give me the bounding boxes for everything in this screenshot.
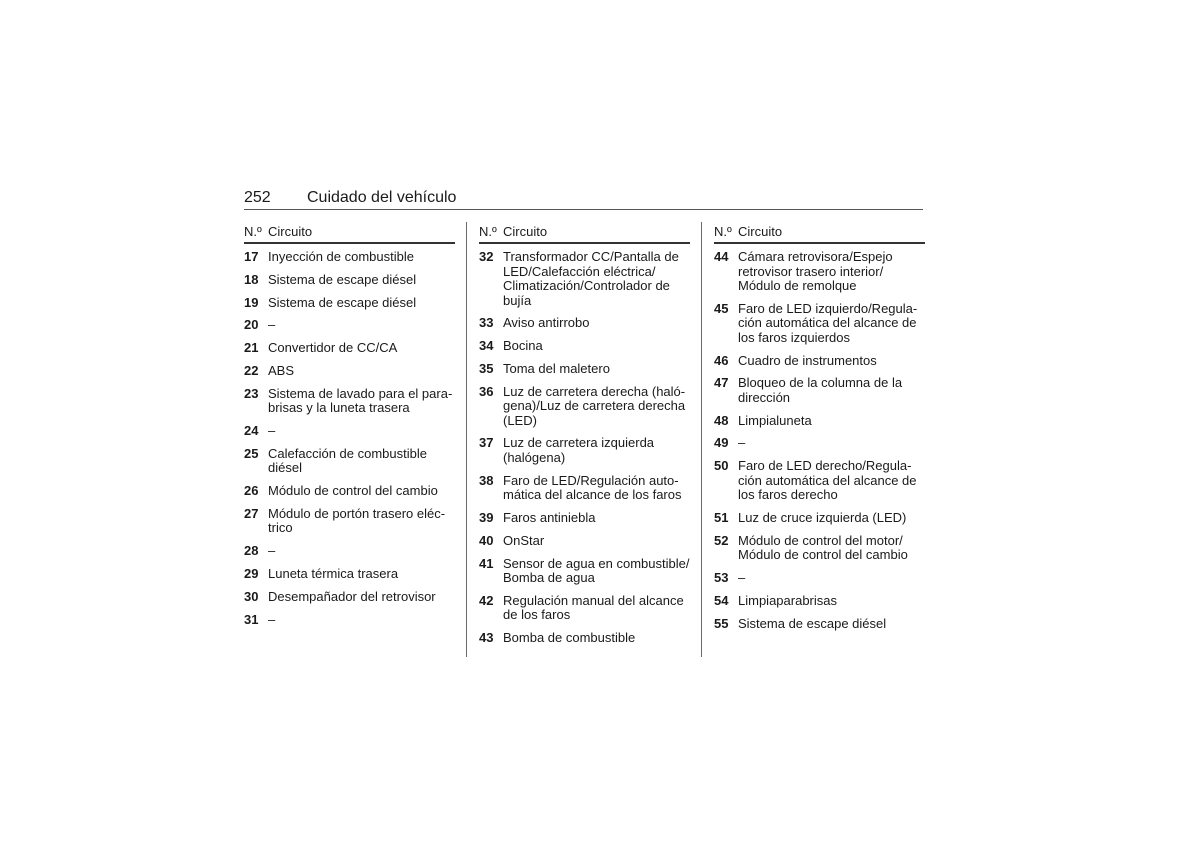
fuse-number: 46 (714, 352, 729, 368)
fuse-row (244, 250, 455, 265)
fuse-table-column-1 (244, 222, 455, 635)
circuit-description: Limpialuneta (738, 412, 812, 428)
fuse-number: 50 (714, 458, 729, 474)
fuse-number: 20 (244, 317, 259, 333)
circuit-description: Limpiaparabrisas (738, 592, 837, 608)
page-header (244, 189, 923, 210)
fuse-row (479, 594, 690, 623)
fuse-number: 55 (714, 615, 729, 631)
fuse-number: 22 (244, 362, 259, 378)
fuse-row (479, 474, 690, 503)
circuit-description: Sistema de escape diésel (738, 615, 887, 631)
fuse-row (714, 511, 925, 526)
circuit-description: – (268, 423, 276, 439)
circuit-description: Sensor de agua en combustible/ Bomba de agua (503, 555, 690, 586)
fuse-number: 18 (244, 271, 259, 287)
fuse-row (244, 507, 455, 536)
fuse-row (244, 613, 455, 628)
fuse-list (714, 244, 925, 631)
fuse-table-column-3 (714, 222, 925, 640)
fuse-number: 17 (244, 249, 259, 264)
fuse-row (714, 414, 925, 429)
fuse-row (479, 534, 690, 549)
fuse-row (244, 447, 455, 476)
fuse-row (479, 316, 690, 331)
circuit-description: Sistema de lavado para el parabrisas y la luneta trasera (268, 385, 453, 416)
fuse-row (244, 364, 455, 379)
fuse-number: 27 (244, 505, 259, 521)
fuse-number: 38 (479, 472, 494, 488)
fuse-number: 35 (479, 360, 494, 376)
fuse-row (479, 385, 690, 429)
fuse-number: 23 (244, 385, 259, 401)
circuit-description: Sistema de escape diésel (268, 271, 417, 287)
fuse-number: 28 (244, 543, 259, 559)
circuit-description: Convertidor de CC/CA (268, 340, 398, 356)
circuit-description: Aviso antirrobo (503, 315, 590, 331)
circuit-description: Toma del maletero (503, 360, 610, 376)
fuse-number: 48 (714, 412, 729, 428)
fuse-number: 24 (244, 423, 259, 439)
fuse-number: 41 (479, 555, 494, 571)
fuse-number: 52 (714, 532, 729, 548)
fuse-number: 21 (244, 340, 259, 356)
fuse-number: 25 (244, 445, 259, 461)
fuse-number: 34 (479, 338, 494, 354)
circuit-description: Bomba de combustible (503, 630, 636, 646)
fuse-table-column-2 (479, 222, 690, 654)
circuit-description: – (738, 435, 746, 451)
circuit-description: Módulo de control del motor/ Módulo de control del cambio (738, 532, 908, 563)
fuse-number: 31 (244, 611, 259, 627)
circuit-description: Bocina (503, 338, 543, 354)
fuse-number: 49 (714, 435, 729, 451)
circuit-description: Luz de cruce izquierda (LED) (738, 510, 907, 526)
fuse-number: 42 (479, 592, 494, 608)
fuse-number: 36 (479, 383, 494, 399)
circuit-description: Faro de LED izquierdo/Regulación automática del alcance de los faros izquierdos (738, 300, 918, 345)
circuit-description: Bloqueo de la columna de la dirección (738, 375, 903, 405)
fuse-number: 44 (714, 249, 729, 264)
fuse-number: 32 (479, 249, 494, 264)
circuit-description: Inyección de combustible (268, 249, 414, 264)
circuit-description: Módulo de control del cambio (268, 483, 438, 499)
fuse-row (714, 436, 925, 451)
fuse-number: 37 (479, 435, 494, 451)
header-circuit-label: Circuito (503, 224, 548, 239)
circuit-description: Módulo de portón trasero eléctrico (268, 505, 446, 536)
circuit-description: Sistema de escape diésel (268, 294, 417, 310)
header-number-label: N.º (714, 224, 732, 239)
fuse-row (244, 484, 455, 499)
fuse-row (714, 617, 925, 632)
fuse-row (244, 424, 455, 439)
fuse-row (714, 354, 925, 369)
circuit-description: Faros antiniebla (503, 510, 596, 526)
header-number-label: N.º (479, 224, 497, 239)
fuse-number: 29 (244, 566, 259, 582)
fuse-row (479, 511, 690, 526)
fuse-row (479, 339, 690, 354)
header-circuit-label: Circuito (738, 224, 783, 239)
fuse-row (479, 250, 690, 308)
column-divider (466, 222, 467, 657)
fuse-number: 40 (479, 532, 494, 548)
fuse-number: 47 (714, 375, 729, 391)
circuit-description: Regulación manual del alcance de los faros (503, 592, 684, 623)
fuse-row (714, 534, 925, 563)
circuit-description: Desempañador del retrovisor (268, 588, 436, 604)
circuit-description: Faro de LED/Regulación automática del alcance de los faros (503, 472, 682, 503)
fuse-number: 53 (714, 570, 729, 586)
circuit-description: Luneta térmica trasera (268, 566, 399, 582)
fuse-number: 39 (479, 510, 494, 526)
fuse-row (479, 631, 690, 646)
fuse-number: 51 (714, 510, 729, 526)
column-header (479, 222, 690, 244)
fuse-number: 43 (479, 630, 494, 646)
circuit-description: Cuadro de instrumentos (738, 352, 877, 368)
fuse-number: 30 (244, 588, 259, 604)
fuse-row (244, 590, 455, 605)
fuse-row (714, 302, 925, 346)
circuit-description: – (268, 317, 276, 333)
fuse-row (244, 318, 455, 333)
circuit-description: Cámara retrovisora/Espejo retrovisor trasero interior/ Módulo de remolque (738, 249, 893, 293)
circuit-description: Faro de LED derecho/Regulación automática del alcance de los faros derecho (738, 458, 917, 503)
circuit-description: Transformador CC/Pantalla de LED/Calefacción eléctrica/ Climatización/Controlador de bujía (503, 249, 679, 308)
fuse-row (714, 571, 925, 586)
circuit-description: – (268, 543, 276, 559)
circuit-description: Luz de carretera derecha (halógena)/Luz de carretera derecha (LED) (503, 383, 686, 428)
circuit-description: Luz de carretera izquierda (halógena) (503, 435, 655, 465)
circuit-description: – (268, 611, 276, 627)
column-header (714, 222, 925, 244)
circuit-description: Calefacción de combustible diésel (268, 445, 427, 476)
fuse-row (244, 273, 455, 288)
header-number-label: N.º (244, 224, 262, 239)
section-title: Cuidado del vehículo (307, 189, 457, 206)
fuse-number: 54 (714, 592, 729, 608)
fuse-row (244, 544, 455, 559)
fuse-row (714, 594, 925, 609)
column-header (244, 222, 455, 244)
circuit-description: ABS (268, 362, 295, 378)
fuse-row (479, 362, 690, 377)
page-number: 252 (244, 189, 271, 206)
fuse-row (714, 376, 925, 405)
circuit-description: OnStar (503, 532, 545, 548)
fuse-number: 26 (244, 483, 259, 499)
circuit-description: – (738, 570, 746, 586)
fuse-row (244, 567, 455, 582)
fuse-row (244, 296, 455, 311)
fuse-number: 33 (479, 315, 494, 331)
fuse-row (479, 436, 690, 465)
fuse-number: 45 (714, 300, 729, 316)
fuse-row (714, 250, 925, 294)
fuse-row (244, 341, 455, 356)
header-circuit-label: Circuito (268, 224, 313, 239)
fuse-list (244, 244, 455, 627)
fuse-row (244, 387, 455, 416)
fuse-list (479, 244, 690, 646)
column-divider (701, 222, 702, 657)
fuse-row (714, 459, 925, 503)
fuse-row (479, 557, 690, 586)
fuse-number: 19 (244, 294, 259, 310)
